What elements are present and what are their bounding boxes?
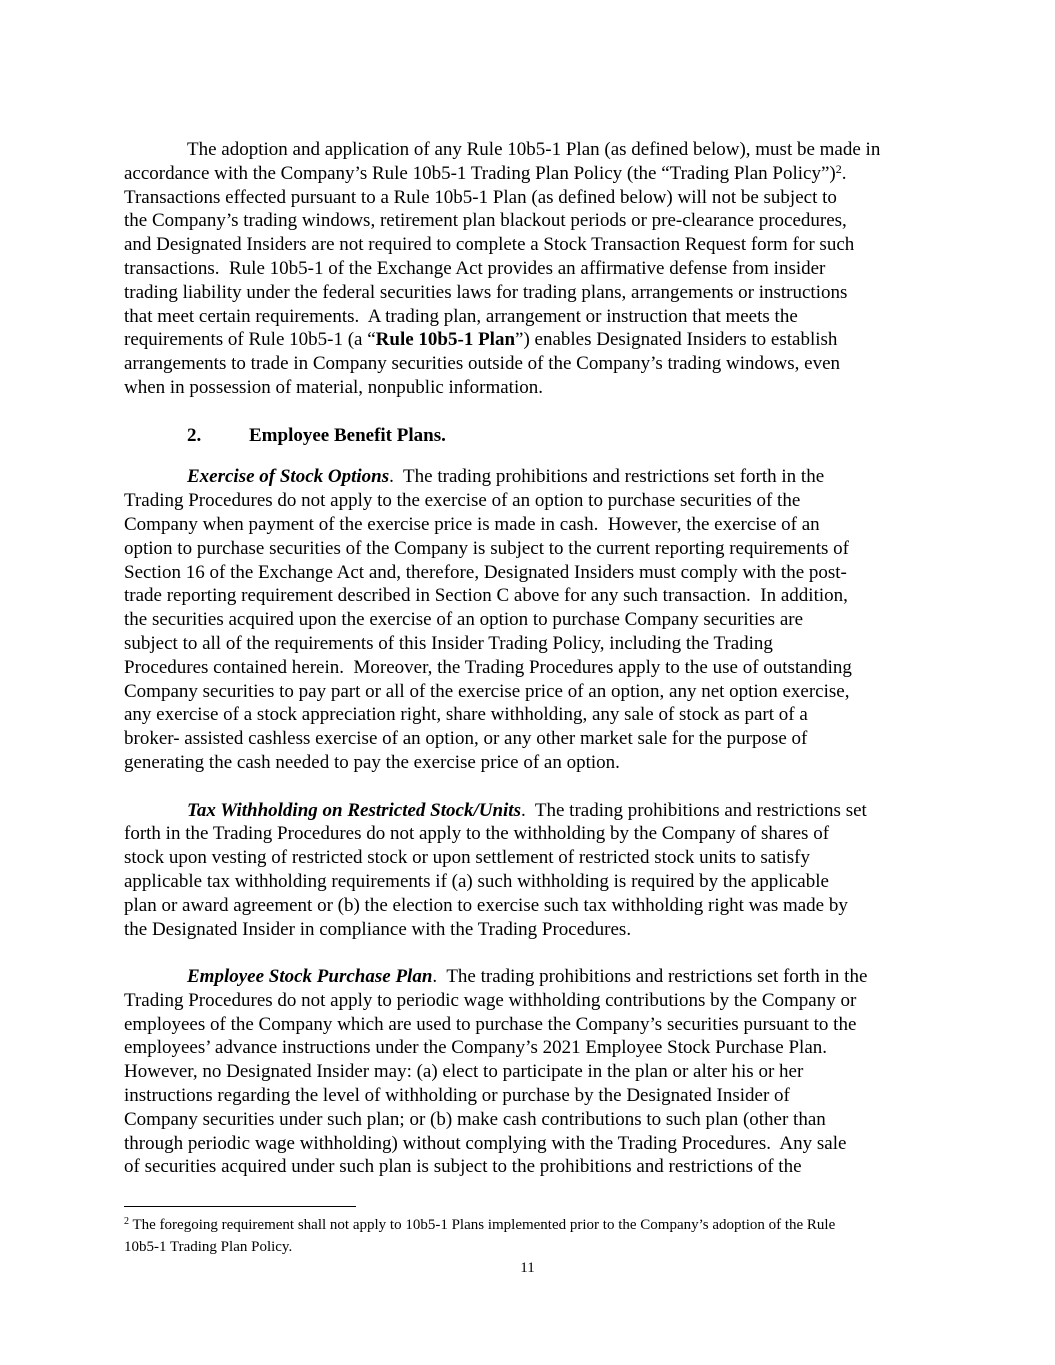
section-number: 2. xyxy=(187,424,202,446)
text-line: applicable tax withholding requirements if (a) such withholding is required by the applicable xyxy=(124,870,829,892)
text-run: accordance with the Company’s Rule 10b5-1 Trading Plan Policy (the “Trading Plan Policy”) xyxy=(124,162,836,184)
text-line xyxy=(124,328,944,352)
text-line: The adoption and application of any Rule 10b5-1 Plan (as defined below), must be made in xyxy=(187,139,881,160)
section-heading xyxy=(124,424,944,448)
text-line: Transactions effected pursuant to a Rule 10b5-1 Plan (as defined below) will not be subject to xyxy=(124,186,837,208)
text-line: Company when payment of the exercise price is made in cash. However, the exercise of an xyxy=(124,513,820,535)
text-line: trade reporting requirement described in Section C above for any such transaction. In addition, xyxy=(124,585,848,607)
text-line xyxy=(124,465,944,489)
footnote-line: 10b5-1 Trading Plan Policy. xyxy=(124,1239,293,1255)
text-line: plan or award agreement or (b) the election to exercise such tax withholding right was made by xyxy=(124,894,848,916)
text-line: the Company’s trading windows, retirement plan blackout periods or pre-clearance procedures, xyxy=(124,210,847,232)
text-line: the securities acquired upon the exercise of an option to purchase Company securities are xyxy=(124,609,804,631)
defined-term: Rule 10b5-1 Plan xyxy=(375,329,516,351)
footnote-ref[interactable]: 2 xyxy=(835,161,842,176)
text-line: option to purchase securities of the Company is subject to the current reporting requirements of xyxy=(124,537,849,559)
text-run: . The trading prohibitions and restrictions set forth in the xyxy=(432,966,868,988)
text-line: through periodic wage withholding) without complying with the Trading Procedures. Any sale xyxy=(124,1132,847,1154)
text-line: any exercise of a stock appreciation right, share withholding, any sale of stock as part of a xyxy=(124,704,808,726)
text-run: The foregoing requirement shall not apply to 10b5-1 Plans implemented prior to the Company’s adoption of the Rule xyxy=(129,1217,836,1233)
paragraph-exercise-of-stock-options xyxy=(124,465,944,774)
footnote-marker: 2 xyxy=(124,1216,129,1227)
text-line: generating the cash needed to pay the exercise price of an option. xyxy=(124,751,620,773)
text-line: employees of the Company which are used to purchase the Company’s securities pursuant to the xyxy=(124,1013,857,1035)
text-line: that meet certain requirements. A trading plan, arrangement or instruction that meets the xyxy=(124,305,798,327)
text-line: transactions. Rule 10b5-1 of the Exchange Act provides an affirmative defense from insider xyxy=(124,257,826,279)
text-line xyxy=(124,965,944,989)
text-line: Trading Procedures do not apply to periodic wage withholding contributions by the Company or xyxy=(124,989,857,1011)
text-line: and Designated Insiders are not required to complete a Stock Transaction Request form for such xyxy=(124,234,855,256)
text-line: employees’ advance instructions under the Company’s 2021 Employee Stock Purchase Plan. xyxy=(124,1037,828,1059)
text-line: Procedures contained herein. Moreover, the Trading Procedures apply to the use of outstanding xyxy=(124,656,852,678)
text-line xyxy=(124,162,944,186)
text-run: . The trading prohibitions and restrictions set forth in the xyxy=(389,466,825,488)
document-body xyxy=(124,138,944,1203)
text-line: arrangements to trade in Company securities outside of the Company’s trading windows, even xyxy=(124,353,841,375)
text-line: stock upon vesting of restricted stock or upon settlement of restricted stock units to satisfy xyxy=(124,847,810,869)
text-line: Company securities under such plan; or (b) make cash contributions to such plan (other than xyxy=(124,1108,826,1130)
text-line: Section 16 of the Exchange Act and, therefore, Designated Insiders must comply with the post- xyxy=(124,561,847,583)
text-line: Trading Procedures do not apply to the exercise of an option to purchase securities of the xyxy=(124,490,801,512)
text-line: forth in the Trading Procedures do not apply to the withholding by the Company of shares of xyxy=(124,823,830,845)
text-run: ”) enables Designated Insiders to establish xyxy=(515,329,838,351)
paragraph-heading: Tax Withholding on Restricted Stock/Units xyxy=(187,799,521,821)
text-line: Company securities to pay part or all of the exercise price of an option, any net option exercise, xyxy=(124,680,850,702)
paragraph-heading: Employee Stock Purchase Plan xyxy=(187,966,433,988)
text-line: However, no Designated Insider may: (a) elect to participate in the plan or alter his or her xyxy=(124,1061,804,1083)
footnote-divider xyxy=(124,1206,356,1207)
text-line: instructions regarding the level of withholding or purchase by the Designated Insider of xyxy=(124,1085,790,1107)
footnote-line xyxy=(124,1214,835,1236)
text-run: . The trading prohibitions and restrictions set xyxy=(520,799,867,821)
paragraph-tax-withholding xyxy=(124,799,944,942)
text-run: requirements of Rule 10b5-1 (a “ xyxy=(124,329,376,351)
page-number: 11 xyxy=(520,1260,535,1276)
text-line: broker- assisted cashless exercise of an option, or any other market sale for the purpose of xyxy=(124,728,808,750)
paragraph-rule-10b5-1 xyxy=(124,138,944,400)
text-line: the Designated Insider in compliance with the Trading Procedures. xyxy=(124,918,632,940)
footnote xyxy=(124,1214,835,1258)
section-title: Employee Benefit Plans. xyxy=(249,424,446,446)
text-line: of securities acquired under such plan is subject to the prohibitions and restrictions of the xyxy=(124,1156,802,1178)
paragraph-employee-stock-purchase-plan xyxy=(124,965,944,1179)
paragraph-heading: Exercise of Stock Options xyxy=(187,466,390,488)
text-line: when in possession of material, nonpublic information. xyxy=(124,376,543,398)
text-run: . xyxy=(841,162,847,184)
text-line xyxy=(124,799,944,823)
text-line: subject to all of the requirements of this Insider Trading Policy, including the Trading xyxy=(124,632,773,654)
text-line: trading liability under the federal securities laws for trading plans, arrangements or instructions xyxy=(124,281,848,303)
